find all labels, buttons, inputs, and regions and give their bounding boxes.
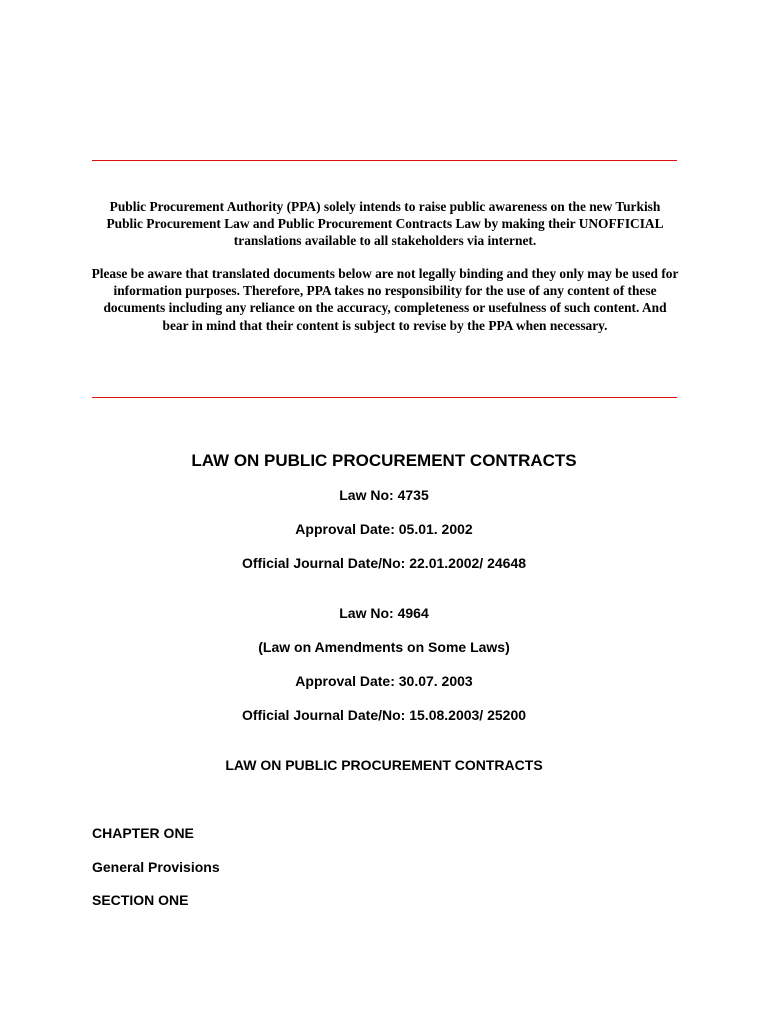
official-journal-2: Official Journal Date/No: 15.08.2003/ 25200: [241, 707, 527, 723]
law-number-2: Law No: 4964: [339, 605, 429, 621]
document-title: LAW ON PUBLIC PROCUREMENT CONTRACTS: [191, 451, 577, 470]
law-number-1: Law No: 4735: [339, 487, 429, 503]
amendment-note: (Law on Amendments on Some Laws): [258, 639, 510, 655]
disclaimer-paragraph-2: Please be aware that translated documents below are not legally binding and they only may be used for information purposes. Therefore, PPA takes no responsibility for the use of any content of these documents including any reliance on the accuracy, completeness or usefulness of such content. And bear in mind that their content is subject to revise by the PPA when necessary.: [91, 266, 679, 333]
chapter-heading: CHAPTER ONE: [92, 825, 194, 841]
document-subtitle: LAW ON PUBLIC PROCUREMENT CONTRACTS: [225, 757, 543, 773]
approval-date-2: Approval Date: 30.07. 2003: [295, 673, 473, 689]
section-heading: SECTION ONE: [92, 892, 189, 908]
chapter-title: General Provisions: [92, 859, 220, 875]
official-journal-1: Official Journal Date/No: 22.01.2002/ 24648: [241, 555, 527, 571]
disclaimer-paragraph-1: Public Procurement Authority (PPA) solely intends to raise public awareness on the new Turkish Public Procurement Law and Public Procurement Contracts Law by making their UNOFFICIAL translations available to all stakeholders via internet.: [106, 199, 664, 249]
bottom-divider: [92, 397, 677, 398]
approval-date-1: Approval Date: 05.01. 2002: [295, 521, 473, 537]
top-divider: [92, 160, 677, 161]
